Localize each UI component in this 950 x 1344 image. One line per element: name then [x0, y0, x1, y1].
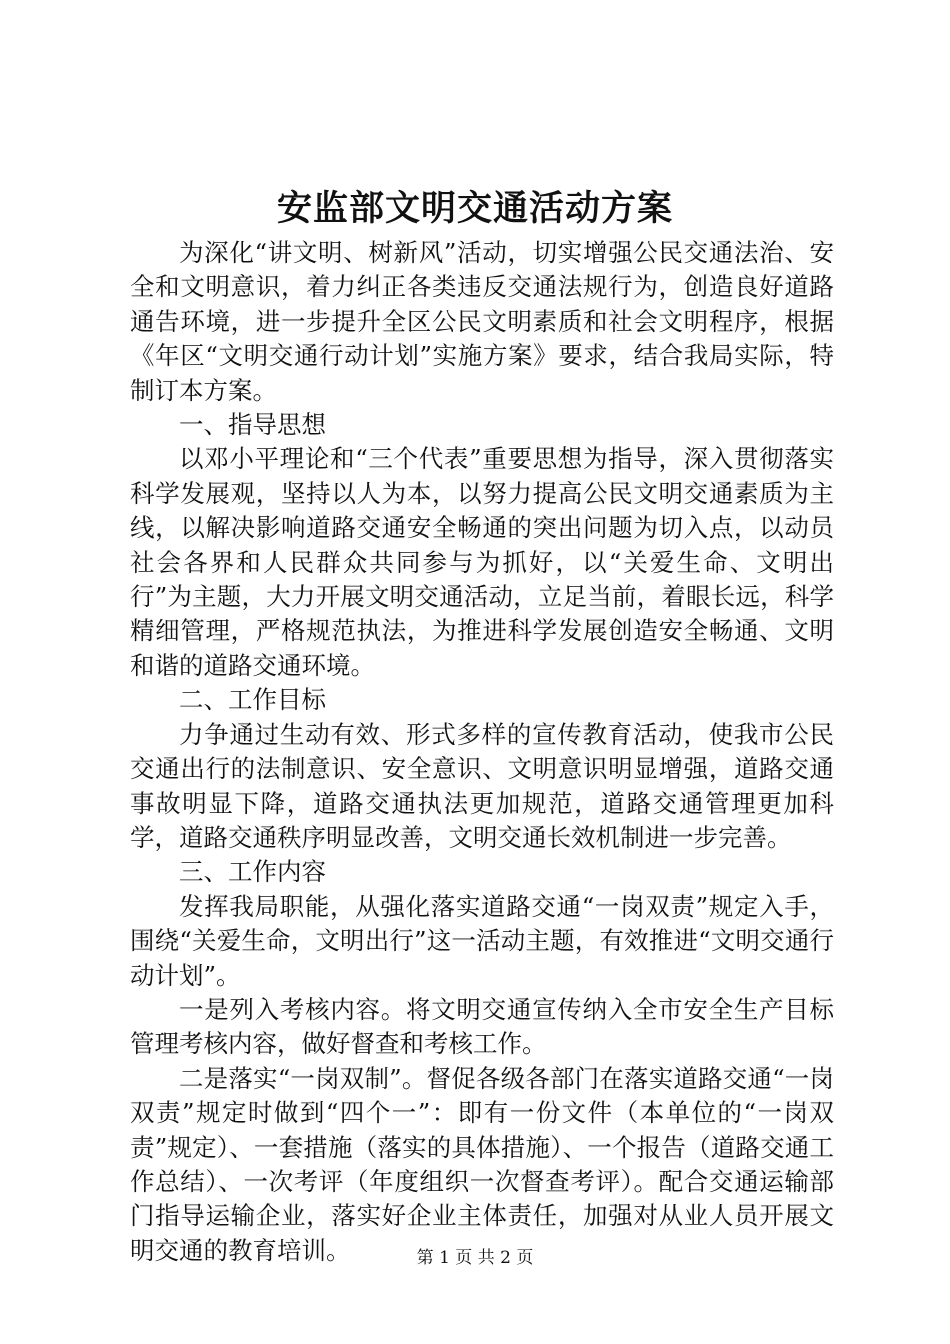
- work-content-item-1: 一是列入考核内容。将文明交通宣传纳入全市安全生产目标管理考核内容，做好督查和考核工作。: [130, 994, 834, 1059]
- work-content-paragraph: 发挥我局职能，从强化落实道路交通“一岗双责”规定入手，围绕“关爱生命，文明出行”这一活动主题，有效推进“文明交通行动计划”。: [130, 891, 834, 990]
- intro-paragraph: 为深化“讲文明、树新风”活动，切实增强公民交通法治、安全和文明意识，着力纠正各类违反交通法规行为，创造良好道路通告环境，进一步提升全区公民文明素质和社会文明程序，根据《年区“文明交通行动计划”实施方案》要求，结合我局实际，特制订本方案。: [130, 238, 834, 405]
- document-title: 安监部文明交通活动方案: [276, 188, 673, 229]
- document-body: [130, 236, 834, 1268]
- work-goals-paragraph: 力争通过生动有效、形式多样的宣传教育活动，使我市公民交通出行的法制意识、安全意识、文明意识明显增强，道路交通事故明显下降，道路交通执法更加规范，道路交通管理更加科学，道路交通秩序明显改善，文明交通长效机制进一步完善。: [130, 719, 834, 852]
- guiding-ideology-paragraph: 以邓小平理论和“三个代表”重要思想为指导，深入贯彻落实科学发展观，坚持以人为本，以努力提高公民文明交通素质为主线，以解决影响道路交通安全畅通的突出问题为切入点，以动员社会各界和人民群众共同参与为抓好，以“关爱生命、文明出行”为主题，大力开展文明交通活动，立足当前，着眼长远，科学精细管理，严格规范执法，为推进科学发展创造安全畅通、文明和谐的道路交通环境。: [130, 444, 834, 680]
- page-footer: 第 1 页 共 2 页: [416, 1248, 534, 1268]
- section-heading-guiding-ideology: 一、指导思想: [179, 410, 326, 440]
- section-heading-work-goals: 二、工作目标: [179, 685, 326, 715]
- section-heading-work-content: 三、工作内容: [179, 857, 326, 887]
- work-content-item-2: 二是落实“一岗双制”。督促各级各部门在落实道路交通“一岗双责”规定时做到“四个一”：即有一份文件（本单位的“一岗双责”规定）、一套措施（落实的具体措施）、一个报告（道路交通工作总结）、一次考评（年度组织一次督查考评）。配合交通运输部门指导运输企业，落实好企业主体责任，加强对从业人员开展文明交通的教育培训。: [130, 1063, 834, 1265]
